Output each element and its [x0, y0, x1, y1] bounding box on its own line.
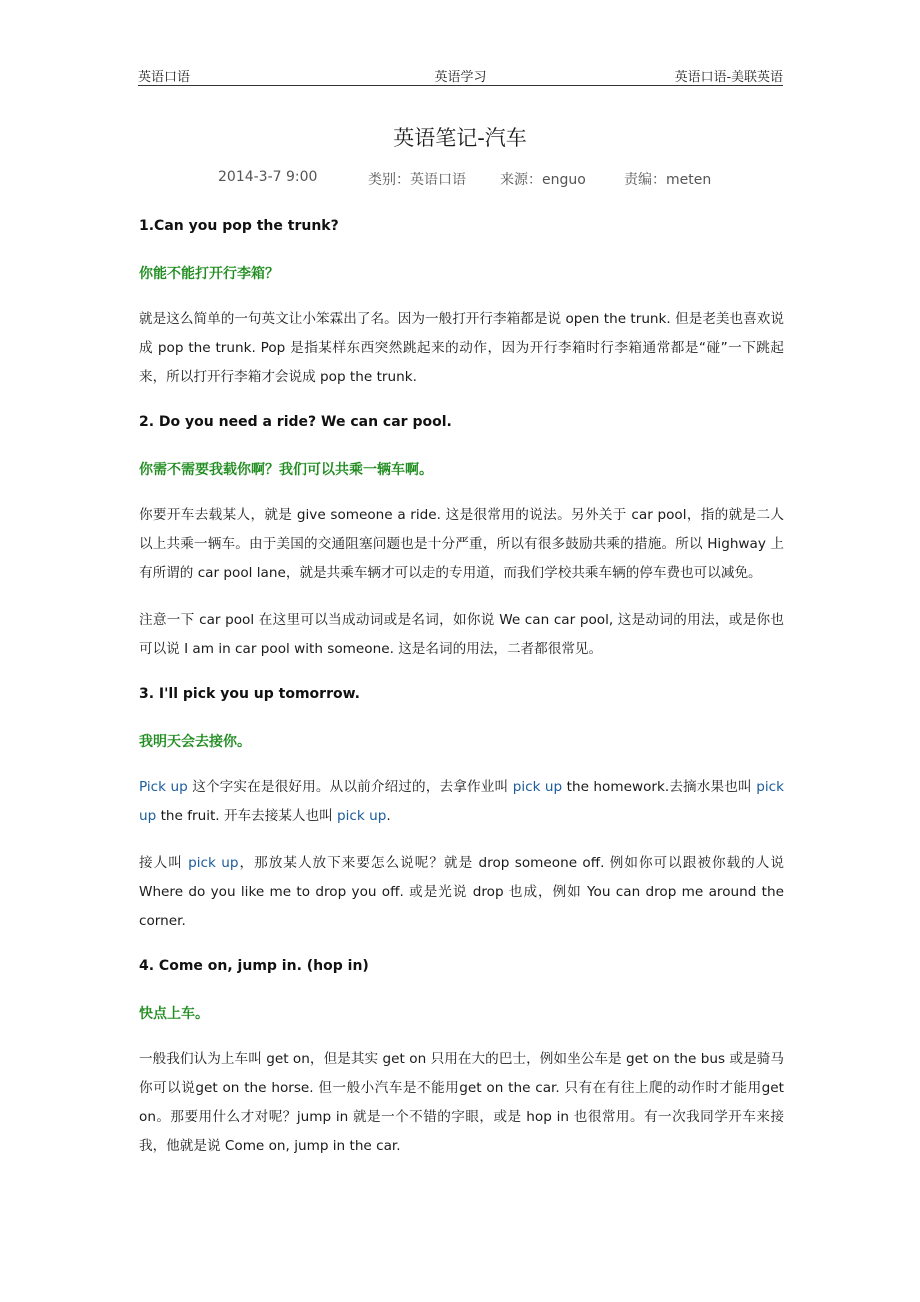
section-paragraph: 注意一下 car pool 在这里可以当成动词或是名词，如你说 We can car pool, 这是动词的用法，或是你也可以说 I am in car pool with someone. 这是名词的用法，二者都很常见。 — [139, 612, 784, 657]
section-question: 4. Come on, jump in. (hop in) — [139, 958, 369, 974]
paragraph-text: 这个字实在是很好用。从以前介绍过的，去拿作业叫 — [187, 779, 513, 795]
section-translation: 你能不能打开行李箱？ — [139, 266, 279, 282]
pick-up-link[interactable]: pick up — [188, 855, 239, 871]
paragraph-text: the homework.去摘水果也叫 — [562, 779, 757, 795]
article-editor: 责编：meten — [624, 172, 712, 188]
page-header — [138, 64, 783, 86]
paragraph-text: . — [386, 808, 391, 824]
section-paragraph — [139, 849, 784, 936]
section-paragraph: 你要开车去载某人，就是 give someone a ride. 这是很常用的说法。另外关于 car pool，指的就是二人以上共乘一辆车。由于美国的交通阻塞问题也是十分严重，所以有很多鼓励共乘的措施。所以 Highway 上有所谓的 car pool lane，就是共乘车辆才可以走的专用道，而我们学校共乘车辆的停车费也可以减免。 — [139, 507, 784, 581]
section-paragraph: 一般我们认为上车叫 get on，但是其实 get on 只用在大的巴士，例如坐公车是 get on the bus 或是骑马你可以说get on the horse. 但一般小汽车是不能用get on the car. 只有在有往上爬的动作时才能用get on。那要用什么才对呢？jump in 就是一个不错的字眼，或是 hop in 也很常用。有一次我同学开车来接我，他就是说 Come on, jump in the car. — [139, 1051, 784, 1154]
pick-up-link[interactable]: pick up — [139, 779, 784, 824]
article-source: 来源：enguo — [500, 172, 586, 188]
section-paragraph — [139, 773, 784, 831]
header-right-label: 英语口语-美联英语 — [674, 70, 783, 85]
section-translation: 我明天会去接你。 — [139, 734, 251, 750]
section-paragraph: 就是这么简单的一句英文让小笨霖出了名。因为一般打开行李箱都是说 open the trunk. 但是老美也喜欢说成 pop the trunk. Pop 是指某样东西突然跳起来的动作，因为开行李箱时行李箱通常都是“碰”一下跳起来，所以打开行李箱才会说成 pop the trunk. — [139, 311, 784, 385]
article-title: 英语笔记-汽车 — [393, 126, 527, 150]
header-left-label: 英语口语 — [138, 70, 191, 85]
pick-up-link[interactable]: pick up — [337, 808, 387, 824]
section-question: 1.Can you pop the trunk? — [139, 218, 339, 234]
header-divider — [138, 85, 783, 86]
header-center-label: 英语学习 — [434, 70, 487, 85]
section-translation: 你需不需要我载你啊？我们可以共乘一辆车啊。 — [139, 462, 433, 478]
section-translation: 快点上车。 — [139, 1006, 209, 1022]
section-question: 3. I'll pick you up tomorrow. — [139, 686, 360, 702]
pick-up-link[interactable]: pick up — [512, 779, 563, 795]
pick-up-link[interactable]: Pick up — [139, 779, 188, 795]
article-category: 类别：英语口语 — [368, 172, 466, 188]
paragraph-text: ，那放某人放下来要怎么说呢？就是 drop someone off. 例如你可以跟被你载的人说 Where do you like me to drop you off. 或是光说 drop 也成，例如 You can drop me around the corner. — [139, 855, 784, 929]
article-date: 2014-3-7 9:00 — [218, 169, 318, 185]
paragraph-text: 接人叫 — [139, 855, 189, 871]
article-body — [139, 214, 784, 1161]
section-question: 2. Do you need a ride? We can car pool. — [139, 414, 452, 430]
paragraph-text: the fruit. 开车去接某人也叫 — [156, 808, 338, 824]
